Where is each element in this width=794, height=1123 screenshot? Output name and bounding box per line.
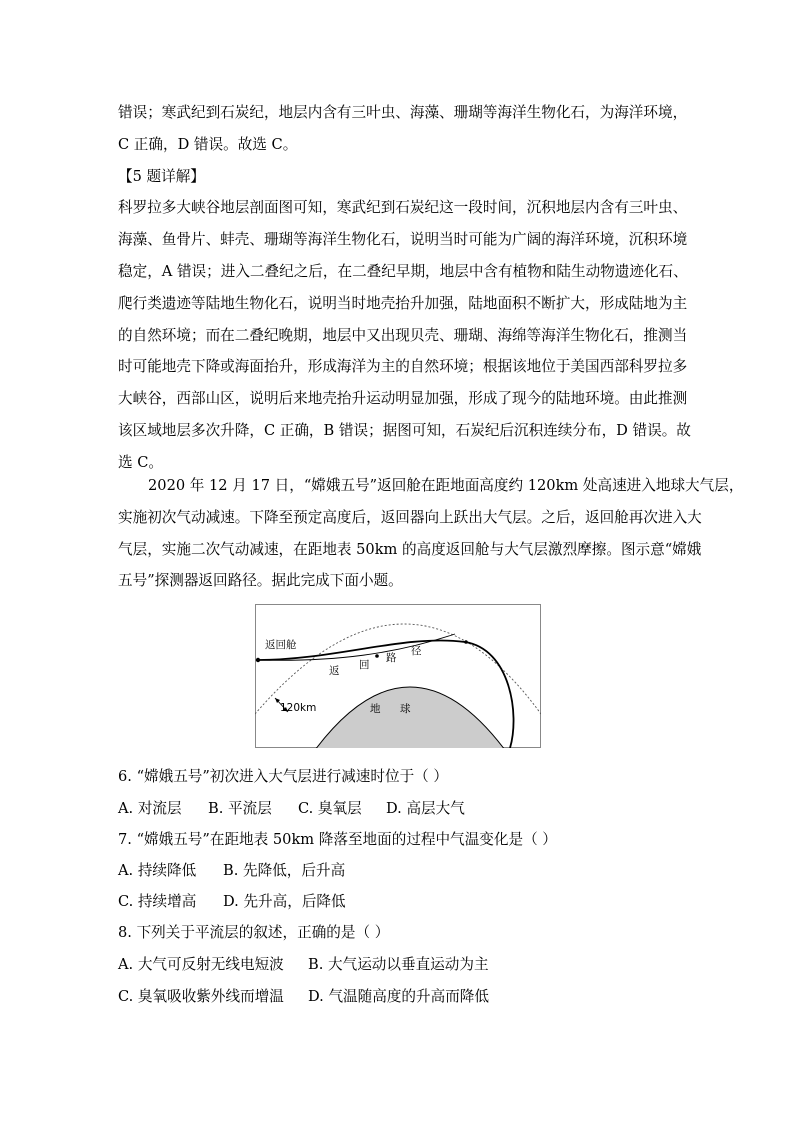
path-label-char: 回 xyxy=(359,659,370,671)
option-c: C. 持续增高 xyxy=(118,893,197,910)
option-d: D. 高层大气 xyxy=(386,800,465,817)
text-line: 的自然环境；而在二叠纪晚期，地层中又出现贝壳、珊瑚、海绵等海洋生物化石，推测当 xyxy=(118,326,688,344)
path-label-char: 返 xyxy=(329,665,340,677)
return-path-diagram xyxy=(255,604,541,748)
section-heading: 【5 题详解】 xyxy=(118,167,205,185)
path-label-char: 径 xyxy=(411,645,422,657)
option-c: C. 臭氧吸收紫外线而增温 xyxy=(118,988,284,1005)
option-b: B. 先降低，后升高 xyxy=(223,862,346,879)
text-line: 错误；寒武纪到石炭纪，地层内含有三叶虫、海藻、珊瑚等海洋生物化石，为海洋环境， xyxy=(118,104,688,121)
question-7-options-row1 xyxy=(118,860,345,882)
text-line: 大峡谷，西部山区，说明后来地壳抬升运动明显加强，形成了现今的陆地环境。由此推测 xyxy=(118,390,688,408)
text-line: 选 C。 xyxy=(118,453,163,471)
question-7-stem: 7. “嫦娥五号”在距地表 50km 降落至地面的过程中气温变化是（ ） xyxy=(118,831,557,848)
question-8-stem: 8. 下列关于平流层的叙述，正确的是（ ） xyxy=(118,924,390,941)
explanation-paragraph xyxy=(118,97,691,479)
text-line: 爬行类遗迹等陆地生物化石，说明当时地壳抬升加强，陆地面积不断扩大，形成陆地为主 xyxy=(118,294,688,312)
path-label-char: 路 xyxy=(386,652,397,664)
material-paragraph xyxy=(118,470,744,597)
text-line: 稳定，A 错误；进入二叠纪之后，在二叠纪早期，地层中含有植物和陆生动物遗迹化石、 xyxy=(118,262,688,280)
question-6-stem: 6. “嫦娥五号”初次进入大气层进行减速时位于（ ） xyxy=(118,768,449,785)
altitude-label: 120km xyxy=(280,702,317,714)
option-d: D. 气温随高度的升高而降低 xyxy=(308,988,489,1005)
option-a: A. 对流层 xyxy=(118,800,182,817)
question-8-options-row2 xyxy=(118,986,489,1008)
path-point xyxy=(375,654,379,658)
text-line: 科罗拉多大峡谷地层剖面图可知，寒武纪到石炭纪这一段时间，沉积地层内含有三叶虫、 xyxy=(118,199,688,217)
earth-label-char: 球 xyxy=(400,703,411,715)
path-point xyxy=(464,640,468,644)
option-a: A. 持续降低 xyxy=(118,862,197,879)
text-line: 气层，实施二次气动减速，在距地表 50km 的高度返回舱与大气层激烈摩擦。图示意“嫦娥 xyxy=(118,540,702,558)
option-b: B. 大气运动以垂直运动为主 xyxy=(308,956,489,973)
question-6-options xyxy=(118,798,465,820)
text-line: 海藻、鱼骨片、蚌壳、珊瑚等海洋生物化石，说明当时可能为广阔的海洋环境，沉积环境 xyxy=(118,231,688,249)
capsule-marker xyxy=(256,658,260,662)
text-line: 实施初次气动减速。下降至预定高度后，返回器向上跃出大气层。之后，返回舱再次进入大 xyxy=(118,508,702,526)
option-d: D. 先升高，后降低 xyxy=(223,893,346,910)
option-b: B. 平流层 xyxy=(208,800,272,817)
text-line: C 正确，D 错误。故选 C。 xyxy=(118,135,298,153)
capsule-label: 返回舱 xyxy=(265,639,297,651)
earth-label-char: 地 xyxy=(370,703,381,715)
question-8-options-row1 xyxy=(118,954,489,976)
text-line: 2020 年 12 月 17 日，“嫦娥五号”返回舱在距地面高度约 120km 处高速进入地球大气层， xyxy=(148,477,744,494)
question-7-options-row2 xyxy=(118,891,346,913)
text-line: 该区域地层多次升降，C 正确，B 错误；据图可知，石炭纪后沉积连续分布，D 错误。故 xyxy=(118,421,691,439)
text-line: 五号”探测器返回路径。据此完成下面小题。 xyxy=(118,572,403,590)
option-a: A. 大气可反射无线电短波 xyxy=(118,956,284,973)
return-path-figure xyxy=(255,604,541,748)
option-c: C. 臭氧层 xyxy=(298,800,362,817)
text-line: 时可能地壳下降或海面抬升，形成海洋为主的自然环境；根据该地位于美国西部科罗拉多 xyxy=(118,358,688,376)
